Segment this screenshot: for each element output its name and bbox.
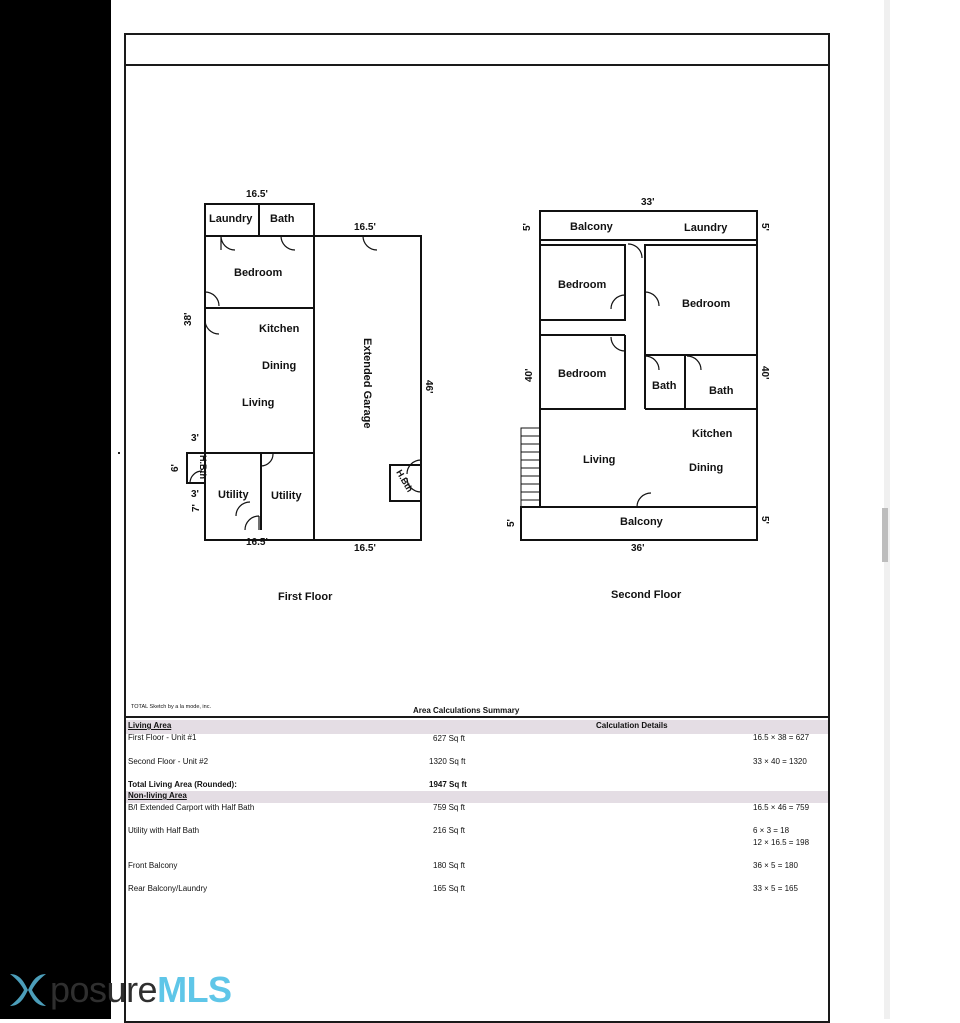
ff-dim-3a: 3' xyxy=(191,433,199,444)
nonliving-row-3-area: 180 Sq ft xyxy=(433,861,466,870)
door-bath xyxy=(281,236,295,250)
ff-dim-6: 6' xyxy=(170,464,181,472)
nonliving-row-1-area: 759 Sq ft xyxy=(433,803,466,812)
living-row-2-detail: 33 × 40 = 1320 xyxy=(753,757,807,766)
ff-laundry-label: Laundry xyxy=(209,213,253,225)
sf-dim-top: 33' xyxy=(641,197,655,208)
sf-laundry-label: Laundry xyxy=(684,222,728,234)
total-label: Total Living Area (Rounded): xyxy=(128,780,237,789)
door-utility-bottom xyxy=(245,516,259,530)
sf-bath-1-label: Bath xyxy=(652,380,677,392)
ff-dim-top: 16.5' xyxy=(246,189,268,200)
living-row-2-area: 1320 Sq ft xyxy=(429,757,466,766)
door-utility-top xyxy=(261,454,273,466)
sf-dim-lb-5: 5' xyxy=(506,519,517,527)
sf-door-7 xyxy=(637,493,651,507)
first-floor-caption: First Floor xyxy=(278,591,333,603)
sf-dim-rb-5: 5' xyxy=(759,516,770,524)
nonliving-row-2-name: Utility with Half Bath xyxy=(128,826,200,835)
sf-balcony-bottom-label: Balcony xyxy=(620,516,663,528)
sf-bedroom-tr-label: Bedroom xyxy=(682,298,731,310)
door-bedroom xyxy=(205,292,219,306)
sf-dim-lt-5: 5' xyxy=(522,223,533,231)
door-laundry xyxy=(221,236,235,250)
ff-utility-right-label: Utility xyxy=(271,490,302,502)
exposure-mls-logo xyxy=(6,968,232,1012)
first-floor-plan xyxy=(170,189,434,603)
nonliving-header: Non-living Area xyxy=(128,791,187,800)
calc-title: Area Calculations Summary xyxy=(413,706,520,715)
ff-garage-label: Extended Garage xyxy=(361,338,373,429)
ff-living-label: Living xyxy=(242,397,275,409)
ff-half-bath-label: H.Bth xyxy=(198,455,208,479)
living-row-2-name: Second Floor - Unit #2 xyxy=(128,757,209,766)
nonliving-row-2-detail-2: 12 × 16.5 = 198 xyxy=(753,838,810,847)
sf-dim-r-40: 40' xyxy=(759,366,770,380)
nonliving-row-1-name: B/I Extended Carport with Half Bath xyxy=(128,803,255,812)
sf-bedroom-tl-label: Bedroom xyxy=(558,279,607,291)
ff-garage-half-bath-label: H.Bth xyxy=(394,468,415,494)
nonliving-row-4-detail: 33 × 5 = 165 xyxy=(753,884,798,893)
total-value: 1947 Sq ft xyxy=(429,780,467,789)
sf-dim-rt-5: 5' xyxy=(759,223,770,231)
ff-dim-38: 38' xyxy=(183,312,194,326)
sf-door-1 xyxy=(628,244,642,258)
sf-living-label: Living xyxy=(583,454,616,466)
sf-door-5 xyxy=(645,356,659,370)
living-row-1-detail: 16.5 × 38 = 627 xyxy=(753,733,810,742)
sf-kitchen-label: Kitchen xyxy=(692,428,733,440)
software-credit: TOTAL Sketch by a la mode, inc. xyxy=(131,704,211,710)
sf-outline xyxy=(540,211,757,507)
ff-bath-label: Bath xyxy=(270,213,295,225)
living-row-1-name: First Floor - Unit #1 xyxy=(128,733,197,742)
second-floor-plan xyxy=(506,197,770,601)
ff-dim-3b: 3' xyxy=(191,489,199,500)
nonliving-row-2-detail: 6 × 3 = 18 xyxy=(753,826,790,835)
nonliving-row-1-detail: 16.5 × 46 = 759 xyxy=(753,803,810,812)
x-mark-icon xyxy=(6,970,50,1010)
nonliving-row-3-detail: 36 × 5 = 180 xyxy=(753,861,798,870)
door-kitchen xyxy=(205,320,219,334)
sf-door-6 xyxy=(687,356,701,370)
ff-dim-46: 46' xyxy=(423,380,434,394)
ff-bedroom-label: Bedroom xyxy=(234,267,283,279)
nonliving-header-band xyxy=(126,791,828,803)
ff-dim-bottom-left: 16.5' xyxy=(246,537,268,548)
door-utility-left xyxy=(236,502,250,516)
logo-text-posure: posure xyxy=(50,969,158,1010)
living-area-header: Living Area xyxy=(128,721,172,730)
second-floor-caption: Second Floor xyxy=(611,589,682,601)
ff-dining-label: Dining xyxy=(262,360,297,372)
ff-dim-7: 7' xyxy=(191,504,202,512)
ff-utility-left-label: Utility xyxy=(218,489,249,501)
sf-dim-l-40: 40' xyxy=(524,368,535,382)
door-garage-side xyxy=(407,460,421,474)
logo-text-mls: MLS xyxy=(157,969,232,1010)
living-area-header-band xyxy=(126,720,828,734)
sf-dining-label: Dining xyxy=(689,462,724,474)
sf-door-4 xyxy=(611,337,625,351)
ff-dim-garage-top: 16.5' xyxy=(354,222,376,233)
ff-kitchen-label: Kitchen xyxy=(259,323,300,335)
nonliving-row-4-area: 165 Sq ft xyxy=(433,884,466,893)
living-row-1-area: 627 Sq ft xyxy=(433,734,466,743)
nonliving-row-3-name: Front Balcony xyxy=(128,861,178,870)
nonliving-row-2-area: 216 Sq ft xyxy=(433,826,466,835)
sf-bedroom-ml-label: Bedroom xyxy=(558,368,607,380)
ff-dim-bottom-right: 16.5' xyxy=(354,543,376,554)
calc-details-header: Calculation Details xyxy=(596,721,668,730)
calc-top-rule xyxy=(124,716,830,718)
sf-stairs xyxy=(521,428,540,507)
sf-bath-2-label: Bath xyxy=(709,385,734,397)
sf-door-3 xyxy=(645,292,659,306)
nonliving-row-4-name: Rear Balcony/Laundry xyxy=(128,884,208,893)
sf-door-2 xyxy=(611,295,625,309)
door-garage-top xyxy=(363,236,377,250)
sf-dim-bottom: 36' xyxy=(631,543,645,554)
sf-balcony-top-label: Balcony xyxy=(570,221,613,233)
